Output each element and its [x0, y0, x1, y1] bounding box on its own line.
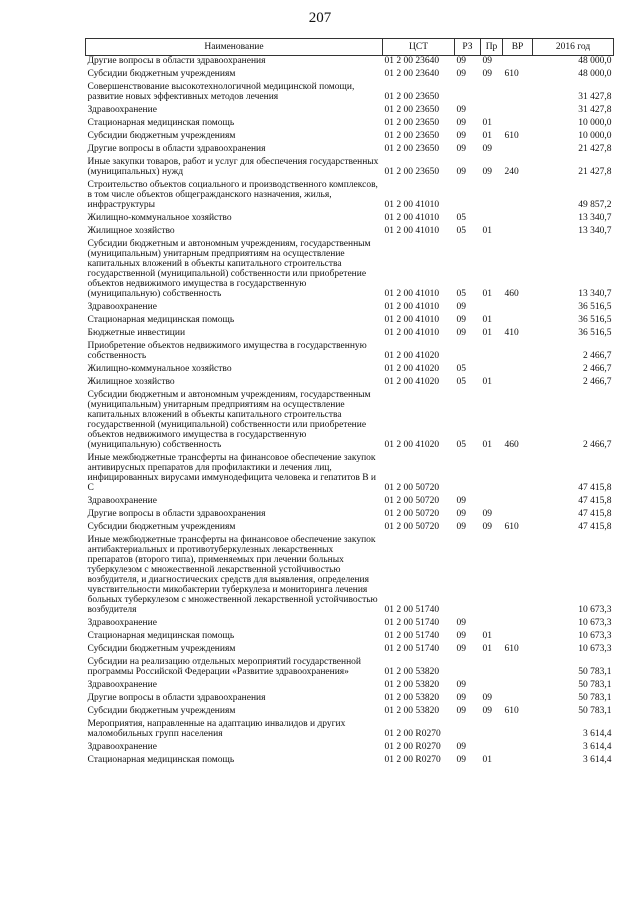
table-row — [86, 631, 614, 644]
header-name: Наименование — [86, 39, 383, 56]
row-pr — [481, 657, 503, 680]
row-rz: 09 — [456, 509, 466, 519]
table-row — [86, 131, 614, 144]
budget-table — [85, 38, 614, 768]
row-cst: 01 2 00 51740 — [384, 644, 440, 654]
row-pr: 01 — [482, 118, 492, 128]
row-vr — [503, 693, 533, 706]
row-vr — [503, 377, 533, 390]
table-row — [86, 706, 614, 719]
row-amount: 47 415,8 — [578, 496, 612, 506]
row-rz: 09 — [456, 302, 466, 312]
row-pr — [481, 719, 503, 742]
table-row — [86, 82, 614, 105]
row-name: Иные закупки товаров, работ и услуг для обеспечения государственных (муниципальных) нужд — [87, 157, 379, 177]
row-amount: 49 857,2 — [578, 200, 612, 210]
row-name: Иные межбюджетные трансферты на финансовое обеспечение закупок антивирусных препаратов для профилактики и лечения лиц, инфицированных вирусами иммунодефицита человека и гепатитов В и С — [87, 453, 377, 493]
row-name: Стационарная медицинская помощь — [87, 631, 235, 641]
row-rz: 09 — [456, 644, 466, 654]
table-row — [86, 644, 614, 657]
row-amount: 36 516,5 — [578, 302, 612, 312]
row-rz — [455, 719, 481, 742]
row-rz: 09 — [456, 631, 466, 641]
row-pr — [481, 364, 503, 377]
table-row — [86, 213, 614, 226]
table-row — [86, 239, 614, 302]
row-pr: 09 — [482, 144, 492, 154]
row-rz: 05 — [456, 364, 466, 374]
row-cst: 01 2 00 53820 — [384, 706, 440, 716]
row-cst: 01 2 00 51740 — [384, 631, 440, 641]
row-name: Жилищно-коммунальное хозяйство — [87, 364, 232, 374]
row-rz: 05 — [456, 440, 466, 450]
header-cst: ЦСТ — [383, 39, 455, 56]
row-name: Бюджетные инвестиции — [87, 328, 186, 338]
row-cst: 01 2 00 53820 — [384, 680, 440, 690]
row-amount: 3 614,4 — [583, 729, 612, 739]
row-pr — [481, 618, 503, 631]
row-pr: 09 — [482, 706, 492, 716]
row-amount: 10 000,0 — [578, 118, 612, 128]
row-cst: 01 2 00 41010 — [384, 289, 440, 299]
table-row — [86, 69, 614, 82]
row-cst: 01 2 00 41020 — [384, 440, 440, 450]
row-vr: 610 — [504, 131, 519, 141]
row-vr — [503, 535, 533, 618]
row-name: Приобретение объектов недвижимого имущества в государственную собственность — [87, 341, 367, 361]
row-cst: 01 2 00 51740 — [384, 605, 440, 615]
row-cst: 01 2 00 23650 — [384, 131, 440, 141]
row-amount: 47 415,8 — [578, 483, 612, 493]
row-name: Субсидии бюджетным учреждениям — [87, 644, 236, 654]
table-row — [86, 180, 614, 213]
row-amount: 10 673,3 — [578, 605, 612, 615]
row-vr: 610 — [504, 644, 519, 654]
row-vr: 460 — [504, 440, 519, 450]
row-vr — [503, 144, 533, 157]
row-pr: 01 — [482, 631, 492, 641]
table-row — [86, 328, 614, 341]
row-amount: 10 673,3 — [578, 618, 612, 628]
row-amount: 50 783,1 — [578, 706, 612, 716]
row-vr — [503, 364, 533, 377]
row-name: Совершенствование высокотехнологичной медицинской помощи, развитие новых эффективных методов лечения — [87, 82, 355, 102]
row-cst: 01 2 00 53820 — [384, 667, 440, 677]
row-rz: 05 — [456, 377, 466, 387]
row-name: Здравоохранение — [87, 496, 157, 506]
row-name: Жилищно-коммунальное хозяйство — [87, 213, 232, 223]
row-amount: 3 614,4 — [583, 742, 612, 752]
row-cst: 01 2 00 53820 — [384, 693, 440, 703]
row-rz — [455, 535, 481, 618]
row-rz: 09 — [456, 167, 466, 177]
row-rz: 09 — [456, 315, 466, 325]
table-row — [86, 341, 614, 364]
row-amount: 36 516,5 — [578, 328, 612, 338]
row-rz: 05 — [456, 289, 466, 299]
row-rz: 09 — [456, 742, 466, 752]
table-row — [86, 535, 614, 618]
row-cst: 01 2 00 23650 — [384, 92, 440, 102]
row-name: Стационарная медицинская помощь — [87, 315, 235, 325]
row-vr: 410 — [504, 328, 519, 338]
row-name: Субсидии бюджетным и автономным учреждениям, государственным (муниципальным) унитарным предприятиям на осуществление капитальных вложений в объекты капитального строительства государственной (муниципальной) собственности или приобретение объектов недвижимого имущества в государственную (муниципальную) собственность — [87, 239, 371, 299]
row-amount: 2 466,7 — [583, 377, 612, 387]
row-name: Субсидии бюджетным учреждениям — [87, 131, 236, 141]
row-name: Субсидии бюджетным учреждениям — [87, 69, 236, 79]
row-pr: 01 — [482, 226, 492, 236]
row-cst: 01 2 00 23650 — [384, 105, 440, 115]
row-amount: 13 340,7 — [578, 289, 612, 299]
row-pr: 09 — [482, 56, 492, 66]
row-rz — [455, 657, 481, 680]
row-name: Здравоохранение — [87, 618, 157, 628]
row-vr — [503, 657, 533, 680]
row-pr — [481, 742, 503, 755]
table-body — [86, 56, 614, 769]
row-vr: 610 — [504, 522, 519, 532]
row-rz: 09 — [456, 131, 466, 141]
row-cst: 01 2 00 50720 — [384, 496, 440, 506]
header-amount: 2016 год — [533, 39, 614, 56]
row-name: Мероприятия, направленные на адаптацию инвалидов и других маломобильных групп населения — [87, 719, 346, 739]
row-name: Иные межбюджетные трансферты на финансовое обеспечение закупок антибактериальных и противотуберкулезных лекарственных препаратов (второго типа), применяемых при лечении больных туберкулезом с множественной лекарственной устойчивостью возбудителя, и диагностических средств для выявления, определения чувствительности микобактерии туберкулеза и мониторинга лечения больных туберкулезом с множественной лекарственной устойчивостью возбудителя — [87, 535, 378, 615]
row-amount: 47 415,8 — [578, 522, 612, 532]
row-rz — [455, 180, 481, 213]
row-amount: 50 783,1 — [578, 680, 612, 690]
table-row — [86, 755, 614, 768]
table-row — [86, 618, 614, 631]
row-rz: 09 — [456, 522, 466, 532]
row-cst: 01 2 00 41010 — [384, 226, 440, 236]
row-pr — [481, 496, 503, 509]
row-cst: 01 2 00 R0270 — [384, 742, 441, 752]
row-name: Строительство объектов социального и производственного комплексов, в том числе объектов общегражданского назначения, жилья, инфраструктуры — [87, 180, 378, 210]
table-row — [86, 157, 614, 180]
table-row — [86, 693, 614, 706]
row-name: Субсидии на реализацию отдельных мероприятий государственной программы Российской Федерации «Развитие здравоохранения» — [87, 657, 362, 677]
row-amount: 3 614,4 — [583, 755, 612, 765]
row-vr — [503, 105, 533, 118]
row-pr — [481, 535, 503, 618]
row-vr: 610 — [504, 69, 519, 79]
row-name: Здравоохранение — [87, 105, 157, 115]
table-row — [86, 118, 614, 131]
row-vr — [503, 315, 533, 328]
row-cst: 01 2 00 41020 — [384, 364, 440, 374]
row-amount: 36 516,5 — [578, 315, 612, 325]
row-cst: 01 2 00 41020 — [384, 351, 440, 361]
table-row — [86, 364, 614, 377]
row-name: Жилищное хозяйство — [87, 377, 175, 387]
row-vr — [503, 680, 533, 693]
table-row — [86, 315, 614, 328]
table-row — [86, 144, 614, 157]
row-pr — [481, 105, 503, 118]
row-vr — [503, 180, 533, 213]
row-name: Субсидии бюджетным и автономным учреждениям, государственным (муниципальным) унитарным предприятиям на осуществление капитальных вложений в объекты капитального строительства государственной (муниципальной) собственности или приобретение объектов недвижимого имущества в государственную (муниципальную) собственность — [87, 390, 371, 450]
row-cst: 01 2 00 R0270 — [384, 755, 441, 765]
row-amount: 21 427,8 — [578, 167, 612, 177]
row-vr — [503, 226, 533, 239]
row-pr: 09 — [482, 69, 492, 79]
row-pr: 09 — [482, 693, 492, 703]
row-amount: 48 000,0 — [578, 69, 612, 79]
table-row — [86, 680, 614, 693]
row-rz: 09 — [456, 56, 466, 66]
row-vr — [503, 509, 533, 522]
row-pr: 01 — [482, 755, 492, 765]
row-vr — [503, 631, 533, 644]
row-rz: 05 — [456, 213, 466, 223]
row-name: Субсидии бюджетным учреждениям — [87, 522, 236, 532]
row-rz: 05 — [456, 226, 466, 236]
row-cst: 01 2 00 41010 — [384, 328, 440, 338]
row-pr: 01 — [482, 289, 492, 299]
row-vr — [503, 742, 533, 755]
table-row — [86, 509, 614, 522]
row-amount: 10 673,3 — [578, 631, 612, 641]
page-number: 207 — [308, 10, 332, 26]
row-rz: 09 — [456, 328, 466, 338]
row-cst: 01 2 00 23650 — [384, 118, 440, 128]
row-name: Другие вопросы в области здравоохранения — [87, 693, 266, 703]
row-vr — [503, 496, 533, 509]
row-cst: 01 2 00 23650 — [384, 167, 440, 177]
table-row — [86, 390, 614, 453]
row-rz: 09 — [456, 144, 466, 154]
row-pr — [481, 302, 503, 315]
row-rz: 09 — [456, 693, 466, 703]
row-amount: 13 340,7 — [578, 213, 612, 223]
row-cst: 01 2 00 23640 — [384, 56, 440, 66]
row-cst: 01 2 00 50720 — [384, 509, 440, 519]
row-rz: 09 — [456, 496, 466, 506]
row-amount: 50 783,1 — [578, 693, 612, 703]
row-pr: 01 — [482, 328, 492, 338]
table-row — [86, 56, 614, 70]
row-pr: 01 — [482, 315, 492, 325]
row-cst: 01 2 00 41010 — [384, 302, 440, 312]
header-pr: Пр — [481, 39, 503, 56]
row-pr: 01 — [482, 440, 492, 450]
row-pr: 01 — [482, 131, 492, 141]
row-amount: 10 673,3 — [578, 644, 612, 654]
row-rz: 09 — [456, 680, 466, 690]
row-cst: 01 2 00 23640 — [384, 69, 440, 79]
row-pr — [481, 453, 503, 496]
row-cst: 01 2 00 41010 — [384, 315, 440, 325]
row-pr — [481, 213, 503, 226]
row-rz: 09 — [456, 105, 466, 115]
row-rz: 09 — [456, 69, 466, 79]
row-amount: 2 466,7 — [583, 351, 612, 361]
table-row — [86, 522, 614, 535]
row-vr — [503, 719, 533, 742]
table-row — [86, 302, 614, 315]
row-rz: 09 — [456, 706, 466, 716]
row-cst: 01 2 00 R0270 — [384, 729, 441, 739]
row-vr — [503, 755, 533, 768]
row-rz — [455, 341, 481, 364]
row-name: Здравоохранение — [87, 680, 157, 690]
row-vr — [503, 213, 533, 226]
table-row — [86, 377, 614, 390]
row-cst: 01 2 00 51740 — [384, 618, 440, 628]
row-cst: 01 2 00 50720 — [384, 522, 440, 532]
row-name: Жилищное хозяйство — [87, 226, 175, 236]
row-rz: 09 — [456, 118, 466, 128]
row-pr: 09 — [482, 522, 492, 532]
row-amount: 21 427,8 — [578, 144, 612, 154]
table-row — [86, 496, 614, 509]
row-vr: 610 — [504, 706, 519, 716]
row-cst: 01 2 00 41010 — [384, 213, 440, 223]
row-amount: 31 427,8 — [578, 105, 612, 115]
row-amount: 2 466,7 — [583, 364, 612, 374]
table-row — [86, 742, 614, 755]
row-rz: 09 — [456, 755, 466, 765]
header-vr: ВР — [503, 39, 533, 56]
row-pr: 01 — [482, 644, 492, 654]
row-name: Другие вопросы в области здравоохранения — [87, 509, 266, 519]
row-vr — [503, 302, 533, 315]
row-name: Стационарная медицинская помощь — [87, 755, 235, 765]
row-name: Другие вопросы в области здравоохранения — [87, 56, 266, 66]
row-amount: 2 466,7 — [583, 440, 612, 450]
row-rz — [455, 453, 481, 496]
row-rz: 09 — [456, 618, 466, 628]
row-vr — [503, 82, 533, 105]
row-pr — [481, 180, 503, 213]
table-row — [86, 453, 614, 496]
table-header-row — [86, 39, 614, 56]
table-row — [86, 657, 614, 680]
row-vr — [503, 56, 533, 70]
row-amount: 48 000,0 — [578, 56, 612, 66]
row-name: Субсидии бюджетным учреждениям — [87, 706, 236, 716]
row-pr: 09 — [482, 509, 492, 519]
row-amount: 10 000,0 — [578, 131, 612, 141]
row-pr: 01 — [482, 377, 492, 387]
row-amount: 31 427,8 — [578, 92, 612, 102]
row-cst: 01 2 00 41020 — [384, 377, 440, 387]
row-cst: 01 2 00 50720 — [384, 483, 440, 493]
table-row — [86, 226, 614, 239]
row-pr — [481, 82, 503, 105]
row-name: Стационарная медицинская помощь — [87, 118, 235, 128]
row-pr — [481, 341, 503, 364]
row-cst: 01 2 00 23650 — [384, 144, 440, 154]
row-pr: 09 — [482, 167, 492, 177]
row-cst: 01 2 00 41010 — [384, 200, 440, 210]
row-vr — [503, 118, 533, 131]
row-name: Здравоохранение — [87, 742, 157, 752]
row-vr: 460 — [504, 289, 519, 299]
row-name: Другие вопросы в области здравоохранения — [87, 144, 266, 154]
row-amount: 13 340,7 — [578, 226, 612, 236]
row-vr — [503, 618, 533, 631]
row-pr — [481, 680, 503, 693]
row-vr — [503, 341, 533, 364]
row-vr — [503, 453, 533, 496]
header-rz: РЗ — [455, 39, 481, 56]
row-vr: 240 — [504, 167, 519, 177]
row-amount: 50 783,1 — [578, 667, 612, 677]
row-amount: 47 415,8 — [578, 509, 612, 519]
table-row — [86, 105, 614, 118]
table-row — [86, 719, 614, 742]
row-name: Здравоохранение — [87, 302, 157, 312]
row-rz — [455, 82, 481, 105]
